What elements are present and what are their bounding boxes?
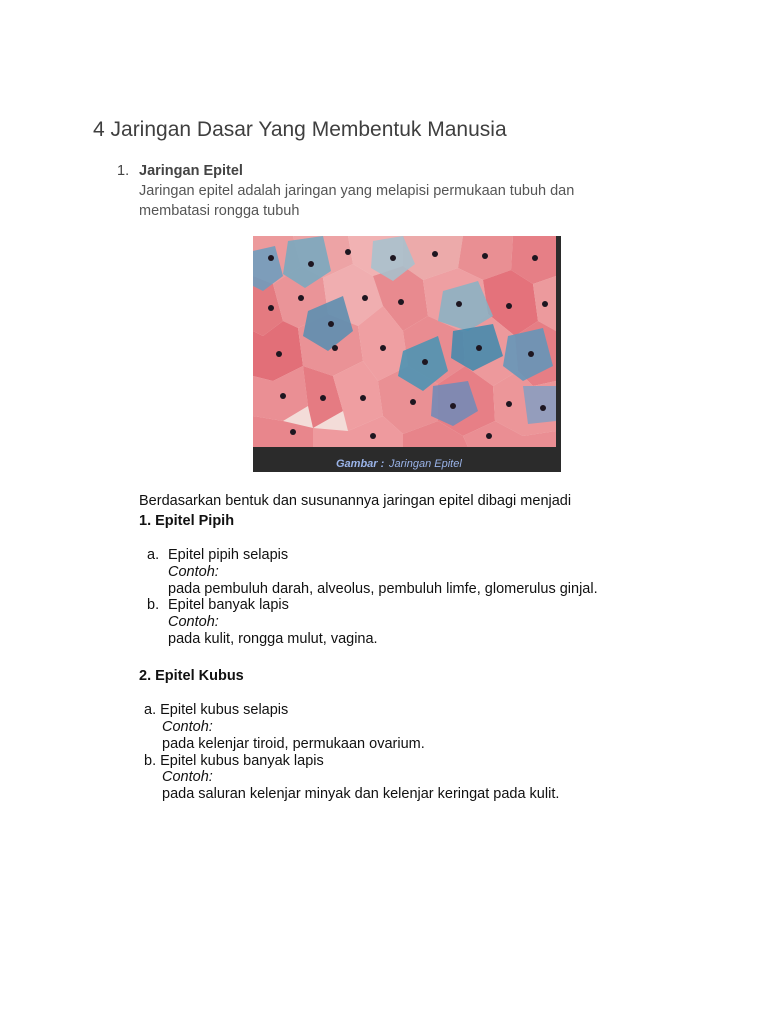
pipih-a-label: Epitel pipih selapis: [168, 547, 289, 563]
epitel-description-line2: membatasi rongga tubuh: [139, 203, 300, 219]
pipih-b-label: Epitel banyak lapis: [168, 597, 289, 613]
pipih-b-example: pada kulit, rongga mulut, vagina.: [168, 631, 378, 647]
epitel-micrograph-image: [253, 236, 561, 472]
section-heading-epitel-pipih: 1. Epitel Pipih: [139, 513, 235, 529]
pipih-b-example-label: Contoh:: [168, 614, 219, 630]
section-heading-epitel-kubus: 2. Epitel Kubus: [139, 668, 244, 684]
figure-caption-text: Jaringan Epitel: [389, 458, 462, 470]
kubus-b-label: b. Epitel kubus banyak lapis: [144, 753, 324, 769]
pipih-a-example: pada pembuluh darah, alveolus, pembuluh limfe, glomerulus ginjal.: [168, 581, 598, 597]
kubus-a-example: pada kelenjar tiroid, permukaan ovarium.: [162, 736, 425, 752]
epitel-micrograph-figure: [253, 236, 561, 472]
pipih-a-example-label: Contoh:: [168, 564, 219, 580]
list-number: 1.: [117, 163, 130, 179]
kubus-b-example: pada saluran kelenjar minyak dan kelenjar keringat pada kulit.: [162, 786, 560, 802]
kubus-a-label: a. Epitel kubus selapis: [144, 702, 289, 718]
epitel-description-line1: Jaringan epitel adalah jaringan yang melapisi permukaan tubuh dan: [139, 183, 575, 199]
page-title: 4 Jaringan Dasar Yang Membentuk Manusia: [93, 118, 507, 141]
section-heading-epitel: Jaringan Epitel: [139, 163, 243, 179]
list-marker-b: b.: [147, 597, 160, 613]
kubus-b-example-label: Contoh:: [162, 769, 213, 785]
kubus-a-example-label: Contoh:: [162, 719, 213, 735]
list-marker-a: a.: [147, 547, 160, 563]
classification-intro: Berdasarkan bentuk dan susunannya jaringan epitel dibagi menjadi: [139, 493, 572, 509]
figure-caption-label: Gambar :: [336, 458, 385, 470]
